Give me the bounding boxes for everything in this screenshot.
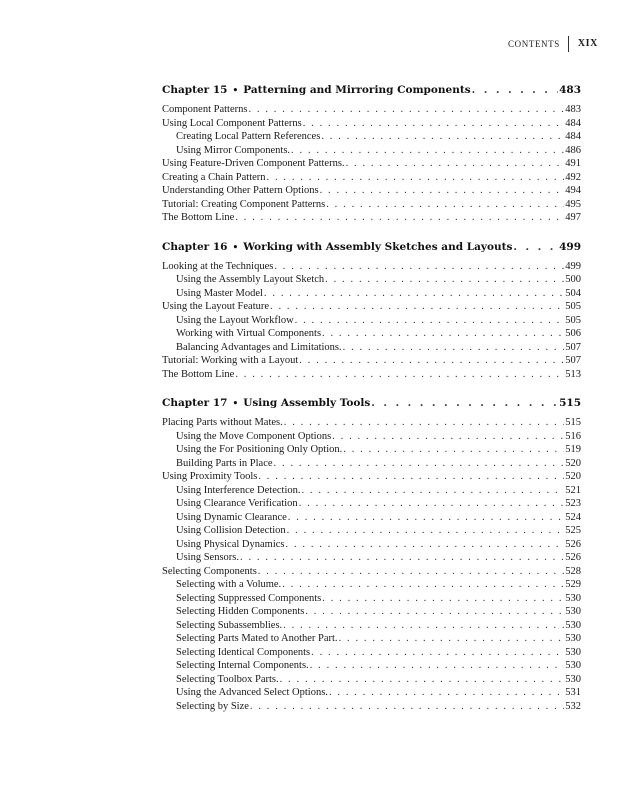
entry-page: 530 (565, 592, 581, 604)
entry-page: 519 (565, 444, 581, 455)
entry-title: Selecting by Size (176, 700, 249, 712)
dot-leader (343, 341, 565, 355)
entry-page: 526 (565, 552, 581, 563)
entry-title: Using Interference Detection. (176, 484, 301, 496)
entry-page: 505 (565, 314, 581, 326)
chapter-label: Chapter 17 (162, 397, 228, 409)
dot-leader (274, 260, 564, 274)
entry-page: 521 (565, 484, 581, 496)
entry-page: 483 (565, 104, 581, 115)
entry-title: Using the Assembly Layout Sketch (176, 274, 325, 285)
chapter-page: 499 (559, 240, 581, 253)
dot-leader (322, 592, 564, 606)
entry-title: Tutorial: Creating Component Patterns (162, 198, 326, 210)
entry-title: Using Dynamic Clearance (176, 511, 287, 523)
dot-leader (240, 551, 564, 565)
entry-title: Selecting Subassemblies. (176, 619, 283, 631)
dot-leader (299, 354, 564, 368)
entry-title: Tutorial: Working with a Layout (162, 355, 299, 366)
dot-leader (267, 171, 565, 185)
entry-page: 524 (565, 511, 581, 523)
dot-leader (248, 103, 564, 117)
dot-leader (283, 619, 564, 633)
toc-entry[interactable] (162, 565, 581, 579)
entry-page: 523 (565, 498, 581, 509)
dot-leader (339, 632, 565, 646)
entry-page: 505 (565, 301, 581, 312)
entry-title: Using Local Component Patterns (162, 117, 302, 129)
entry-title: Using Feature-Driven Component Patterns. (162, 158, 345, 169)
entry-page: 484 (565, 131, 581, 142)
dot-leader (299, 497, 565, 511)
entry-title: Using Collision Detection (176, 525, 286, 536)
toc-entry[interactable] (162, 700, 581, 714)
toc-entry[interactable] (162, 673, 581, 687)
table-of-contents (162, 84, 581, 729)
entry-title: Understanding Other Pattern Options (162, 185, 319, 196)
toc-entry[interactable] (162, 551, 581, 565)
chapter-section (162, 84, 581, 225)
dot-leader (325, 273, 564, 287)
dot-leader (291, 144, 564, 158)
chapter-heading[interactable] (162, 84, 581, 102)
toc-entry[interactable] (162, 171, 581, 185)
entry-title: Creating a Chain Pattern (162, 171, 266, 183)
entry-page: 492 (565, 171, 581, 183)
entry-page: 525 (565, 525, 581, 536)
toc-entry[interactable] (162, 341, 581, 355)
toc-entry[interactable] (162, 646, 581, 660)
entry-title: Using Clearance Verification (176, 498, 298, 509)
toc-entry[interactable] (162, 686, 581, 700)
chapter-title: Working with Assembly Sketches and Layouts (243, 240, 513, 253)
dot-leader (326, 198, 564, 212)
toc-entry[interactable] (162, 314, 581, 328)
chapter-label: Chapter 16 (162, 240, 228, 253)
entry-title: Building Parts in Place (176, 457, 273, 469)
entry-page: 528 (565, 565, 581, 577)
entry-title: Using Proximity Tools (162, 471, 258, 482)
chapter-section (162, 241, 581, 382)
entry-title: The Bottom Line (162, 212, 235, 223)
entry-page: 494 (565, 185, 581, 196)
entry-page: 507 (565, 355, 581, 366)
dot-leader (284, 416, 565, 430)
bullet-icon: • (232, 399, 239, 409)
dot-leader (280, 673, 565, 687)
entry-title: Selecting Internal Components. (176, 660, 309, 671)
entry-title: Working with Virtual Components (176, 328, 322, 339)
dot-leader (288, 511, 564, 525)
entry-title: The Bottom Line (162, 368, 235, 380)
dot-leader (371, 397, 558, 409)
entry-page: 526 (565, 538, 581, 550)
entry-page: 530 (565, 646, 581, 658)
entry-title: Using the For Positioning Only Option. (176, 444, 343, 455)
entry-page: 491 (565, 158, 581, 169)
chapter-title: Patterning and Mirroring Components (243, 84, 471, 96)
page-number: XIX (577, 38, 598, 49)
toc-entry[interactable] (162, 416, 581, 430)
toc-entry[interactable] (162, 354, 581, 368)
dot-leader (282, 578, 564, 592)
entry-title: Placing Parts without Mates. (162, 417, 283, 428)
entry-title: Selecting Toolbox Parts. (176, 673, 279, 685)
chapter-heading[interactable] (162, 241, 581, 259)
toc-entry[interactable] (162, 511, 581, 525)
chapter-section (162, 397, 581, 713)
toc-entry[interactable] (162, 130, 581, 144)
entry-page: 530 (565, 606, 581, 617)
dot-leader (258, 470, 564, 484)
entry-title: Using the Advanced Select Options. (176, 687, 328, 698)
entry-title: Selecting Components (162, 565, 257, 577)
entry-page: 530 (565, 619, 581, 631)
dot-leader (301, 484, 564, 498)
toc-entry[interactable] (162, 457, 581, 471)
entry-page: 531 (565, 687, 581, 698)
dot-leader (472, 84, 558, 96)
entry-page: 513 (565, 368, 581, 380)
entry-title: Using the Layout Workflow (176, 314, 294, 326)
entry-page: 520 (565, 457, 581, 469)
bullet-icon: • (232, 86, 239, 96)
entry-page: 504 (565, 287, 581, 299)
dot-leader (235, 211, 564, 225)
dot-leader (321, 130, 564, 144)
dot-leader (287, 524, 565, 538)
entry-page: 507 (565, 341, 581, 353)
entry-title: Using Mirror Components. (176, 144, 291, 156)
dot-leader (346, 157, 565, 171)
toc-entry[interactable] (162, 484, 581, 498)
toc-entry[interactable] (162, 592, 581, 606)
entry-page: 486 (565, 144, 581, 156)
toc-entry[interactable] (162, 497, 581, 511)
dot-leader (235, 368, 564, 382)
toc-entry[interactable] (162, 198, 581, 212)
entry-page: 520 (565, 471, 581, 482)
entry-title: Using the Move Component Options (176, 430, 332, 442)
entry-title: Using Physical Dynamics (176, 538, 285, 550)
toc-entry[interactable] (162, 211, 581, 225)
entry-page: 495 (565, 198, 581, 210)
bullet-icon: • (232, 242, 239, 253)
toc-entry[interactable] (162, 659, 581, 673)
entry-title: Using Sensors. (176, 552, 240, 563)
toc-entry[interactable] (162, 144, 581, 158)
toc-entry[interactable] (162, 184, 581, 198)
toc-entry[interactable] (162, 273, 581, 287)
entry-page: 497 (565, 212, 581, 223)
toc-entry[interactable] (162, 538, 581, 552)
running-head-title: CONTENTS (508, 36, 569, 52)
dot-leader (264, 287, 564, 301)
entry-page: 500 (565, 274, 581, 285)
entry-page: 529 (565, 579, 581, 590)
dot-leader (295, 314, 565, 328)
toc-entry[interactable] (162, 300, 581, 314)
dot-leader (303, 117, 565, 131)
toc-entry[interactable] (162, 260, 581, 274)
toc-entry[interactable] (162, 578, 581, 592)
entry-title: Selecting Suppressed Components (176, 592, 322, 604)
toc-entry[interactable] (162, 327, 581, 341)
entry-title: Creating Local Pattern References (176, 131, 321, 142)
entry-page: 532 (565, 700, 581, 712)
dot-leader (322, 327, 564, 341)
chapter-title: Using Assembly Tools (243, 397, 371, 409)
entry-page: 484 (565, 117, 581, 129)
entry-page: 515 (565, 417, 581, 428)
chapter-heading[interactable] (162, 397, 581, 415)
dot-leader (310, 659, 565, 673)
entry-title: Looking at the Techniques (162, 260, 274, 272)
entry-title: Selecting Parts Mated to Another Part. (176, 633, 338, 644)
toc-entry[interactable] (162, 632, 581, 646)
entry-title: Using the Layout Feature (162, 301, 270, 312)
toc-entry[interactable] (162, 287, 581, 301)
chapter-page: 515 (559, 397, 581, 409)
entry-title: Balancing Advantages and Limitations. (176, 341, 342, 353)
dot-leader (286, 538, 565, 552)
dot-leader (320, 184, 565, 198)
entry-title: Using Master Model (176, 287, 263, 299)
dot-leader (270, 300, 564, 314)
entry-page: 516 (565, 430, 581, 442)
dot-leader (329, 686, 564, 700)
dot-leader (305, 605, 564, 619)
running-head (508, 36, 598, 52)
toc-entry[interactable] (162, 605, 581, 619)
toc-entry[interactable] (162, 157, 581, 171)
toc-entry[interactable] (162, 524, 581, 538)
entry-title: Selecting Identical Components (176, 646, 311, 658)
toc-entry[interactable] (162, 619, 581, 633)
chapter-page: 483 (559, 84, 581, 96)
toc-entry[interactable] (162, 103, 581, 117)
toc-entry[interactable] (162, 430, 581, 444)
entry-page: 506 (565, 328, 581, 339)
entry-page: 499 (565, 260, 581, 272)
entry-page: 530 (565, 633, 581, 644)
dot-leader (258, 565, 564, 579)
entry-page: 530 (565, 673, 581, 685)
entry-title: Component Patterns (162, 104, 248, 115)
dot-leader (343, 443, 564, 457)
dot-leader (311, 646, 564, 660)
entry-page: 530 (565, 660, 581, 671)
toc-entry[interactable] (162, 443, 581, 457)
entry-title: Selecting with a Volume. (176, 579, 282, 590)
entry-title: Selecting Hidden Components (176, 606, 305, 617)
dot-leader (250, 700, 564, 714)
toc-entry[interactable] (162, 117, 581, 131)
toc-entry[interactable] (162, 470, 581, 484)
dot-leader (513, 241, 558, 253)
chapter-label: Chapter 15 (162, 84, 228, 96)
dot-leader (332, 430, 564, 444)
toc-entry[interactable] (162, 368, 581, 382)
dot-leader (274, 457, 565, 471)
